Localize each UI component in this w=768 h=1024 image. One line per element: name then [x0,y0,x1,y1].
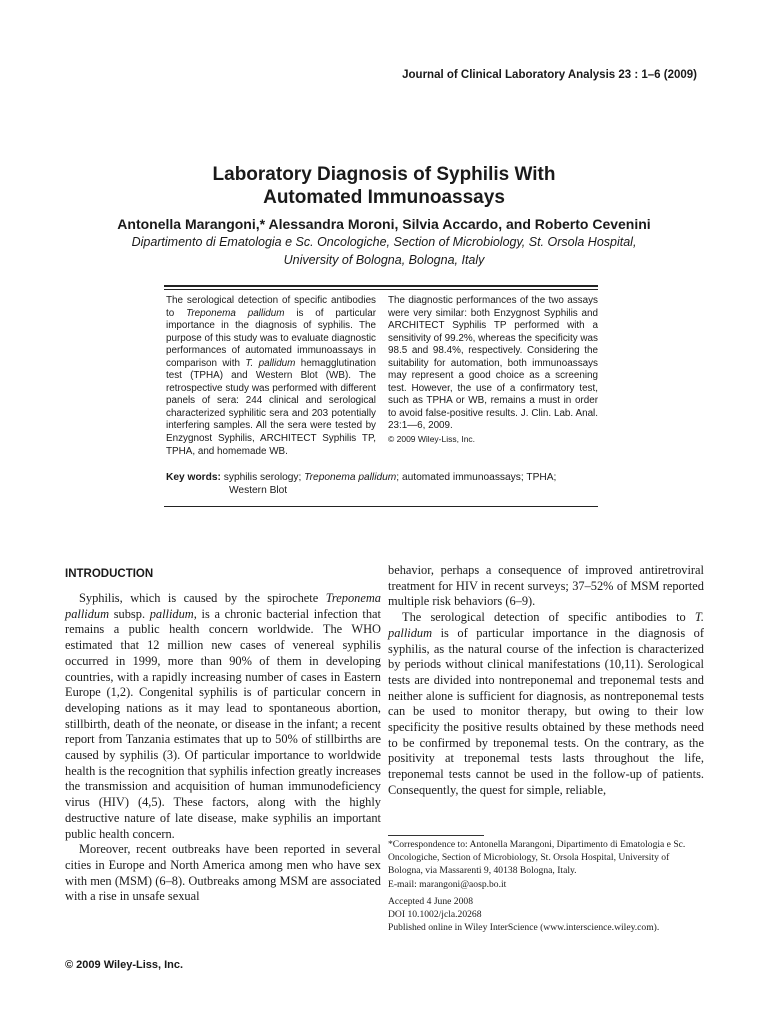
body-text: subsp. [109,606,150,621]
body-italic: pallidum [149,606,194,621]
title-block [60,163,708,269]
keyword-line2: Western Blot [229,485,288,496]
keyword-text: syphilis serology; [223,472,305,483]
abstract-top-rule [164,285,598,287]
body-paragraph [388,610,704,798]
footer-copyright: © 2009 Wiley-Liss, Inc. [65,959,184,971]
body-text: The serological detection of specific antibodies to [402,610,695,625]
article-title-line1: Laboratory Diagnosis of Syphilis With [212,164,556,185]
abstract-text: hemagglutination test (TPHA) and Western Blot (WB). The retrospective study was performed with different panels of sera: 244 clinical and serological characterized syphilitic sera and 203 potentially interfering samples. All the sera were tested by Enzygnost Syphilis, ARCHITECT Syphilis TP, TPHA, and homemade WB. [166,357,377,457]
abstract-text: The serological detection of specific antibodies to [166,295,376,319]
author-list: Antonella Marangoni,* Alessandra Moroni, Silvia Accardo, and Roberto Cevenini [117,216,651,232]
abstract-italic-species: T. pallidum [245,357,296,369]
keywords [166,471,596,497]
correspondence-email: E-mail: marangoni@aosp.bo.it [388,878,507,890]
footnotes [388,838,706,934]
abstract-left-column [166,295,376,458]
affiliation-line1: Dipartimento di Ematologia e Sc. Oncologiche, Section of Microbiology, St. Orsola Hospital, [131,235,637,249]
body-paragraph: behavior, perhaps a consequence of improved antiretroviral treatment for HIV in recent surveys; 37–52% of MSM reported multiple risk behaviors (6–9). [388,563,704,609]
abstract-right-column [388,295,598,447]
keywords-label: Key words: [166,472,221,483]
journal-header: Journal of Clinical Laboratory Analysis 23 : 1–6 (2009) [402,69,697,81]
abstract-copyright: © 2009 Wiley-Liss, Inc. [388,434,476,445]
body-right-column [388,563,704,799]
keyword-italic: Treponema pallidum [304,472,397,483]
affiliation-line2: University of Bologna, Bologna, Italy [283,253,485,267]
abstract-text: The diagnostic performances of the two assays were very similar: both Enzygnost Syphilis and ARCHITECT Syphilis TP performed with a sensitivity of 99.2%, whereas the specificity was 98.5 and 98.4%, respectively. Considering the suitability for automation, both immunoassays may represent a good choice as a screening test. However, the use of a confirmatory test, such as TPHA or WB, remains a must in order to avoid false-positive results. J. Clin. Lab. Anal. 23:1—6, 2009. [388,295,598,432]
body-text: is of particular importance in the diagnosis of syphilis, as the natural course of the infection is characterized by periods without clinical manifestations (10,11). Serological tests are divided into nontreponemal and treponemal tests and neither alone is sufficient for diagnosis, as nontreponemal tests can be used to monitor therapy, but owing to their low specificity the positive results obtained by these methods need to be confirmed by treponemal tests. On the contrary, as the positivity at treponemal tests lasts throughout the life, treponemal tests cannot be used in the follow-up of patients. Consequently, the quest for simple, reliable, [388,625,704,797]
section-heading-introduction: INTRODUCTION [65,568,154,580]
accepted-date: Accepted 4 June 2008 [388,895,473,907]
publication-info [388,895,706,935]
abstract-text: is of particular importance in the diagnosis of syphilis. The purpose of this study was to evaluate diagnostic performances of automated immunoassays in comparison with [166,307,376,369]
abstract-bottom-rule [164,506,598,507]
body-text: , is a chronic bacterial infection that remains a public health concern worldwide. The WHO estimated that 12 million new cases of venereal syphilis occurred in 1999, more than 90% of them in developing countries, with a rapidly increasing number of cases in Eastern Europe (1,2). Congenital syphilis is of particular concern in developing nations as it may lead to spontaneous abortion, stillbirth, death of the neonate, or disease in the infant; a recent report from Tanzania estimates that up to 50% of stillbirths are caused by syphilis (3). Of particular importance to worldwide health is the recognition that syphilis infection greatly increases the transmission and acquisition of human immunodeficiency virus (HIV) (4,5). These factors, along with the highly destructive nature of late disease, make syphilis an important public health concern. [65,606,381,841]
article-title-line2: Automated Immunoassays [263,187,505,208]
body-italic: Treponema pallidum [65,591,381,621]
body-paragraph [65,591,381,842]
correspondence-note: *Correspondence to: Antonella Marangoni, Dipartimento di Ematologia e Sc. Oncologiche, Section of Microbiology, St. Orsola Hospital, University of Bologna, via Massarenti 9, 40138 Bologna, Italy. [388,839,686,877]
footnote-rule [388,835,484,836]
doi: DOI 10.1002/jcla.20268 [388,909,482,921]
abstract-top-rule-thin [164,289,598,290]
body-paragraph: Moreover, recent outbreaks have been reported in several cities in Europe and North America among men who have sex with men (MSM) (6–8). Outbreaks among MSM are associated with a rise in unsafe sexual [65,842,381,904]
published-online: Published online in Wiley InterScience (www.interscience.wiley.com). [388,922,660,934]
body-left-column [65,563,381,905]
abstract-box [164,285,598,507]
body-text: Syphilis, which is caused by the spirochete [79,591,326,605]
abstract-italic-species: Treponema pallidum [186,307,285,319]
body-italic: T. pallidum [388,610,704,640]
keyword-text: ; automated immunoassays; TPHA; [396,472,557,483]
